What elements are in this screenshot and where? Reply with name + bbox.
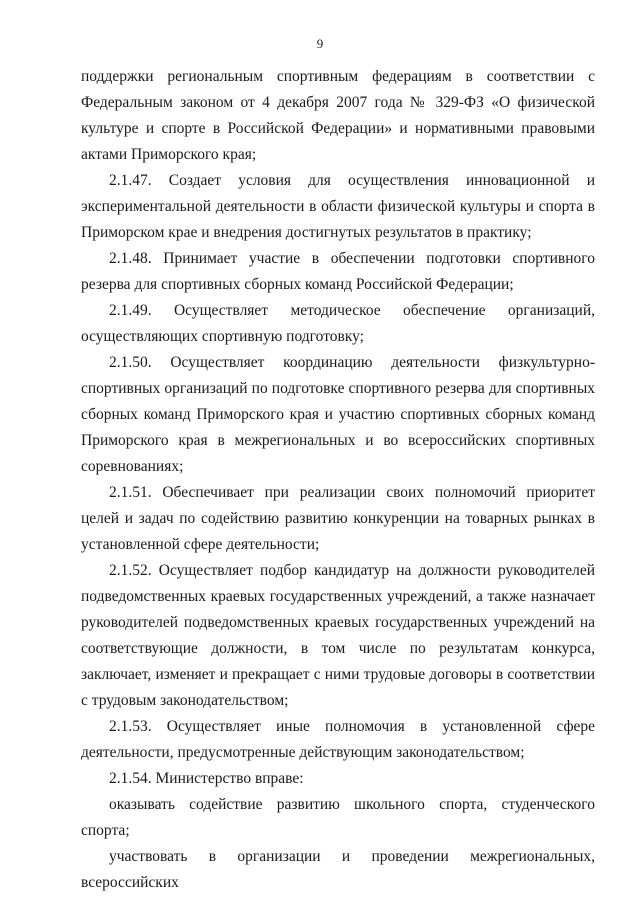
paragraph: 2.1.49. Осуществляет методическое обеспечение организаций, осуществляющих спортивную подготовку; xyxy=(81,302,595,345)
paragraph: 2.1.53. Осуществляет иные полномочия в установленной сфере деятельности, предусмотренные действующим законодательством; xyxy=(81,718,595,761)
paragraph: 2.1.52. Осуществляет подбор кандидатур на должности руководителей подведомственных краевых государственных учреждений, а также назначает руководителей подведомственных краевых государственных учреждений на соответствующие должности, в том числе по результатам конкурса, заключает, изменяет и прекращает с ними трудовые договоры в соответствии с трудовым законодательством; xyxy=(81,562,595,709)
paragraph: 2.1.51. Обеспечивает при реализации своих полномочий приоритет целей и задач по содействию развитию конкуренции на товарных рынках в установленной сфере деятельности; xyxy=(81,484,595,553)
paragraph: 2.1.50. Осуществляет координацию деятельности физкультурно-спортивных организаций по подготовке спортивного резерва для спортивных сборных команд Приморского края и участию спортивных сборных команд Приморского края в межрегиональных и во всероссийских спортивных соревнованиях; xyxy=(81,354,595,475)
paragraph: 2.1.54. Министерство вправе: xyxy=(109,770,304,787)
document-body xyxy=(81,64,595,896)
page-number: 9 xyxy=(316,36,324,51)
paragraph: 2.1.47. Создает условия для осуществления инновационной и экспериментальной деятельности в области физической культуры и спорта в Приморском крае и внедрения достигнутых результатов в практику; xyxy=(81,172,595,241)
paragraph: оказывать содействие развитию школьного спорта, студенческого спорта; xyxy=(81,796,595,839)
paragraph: 2.1.48. Принимает участие в обеспечении подготовки спортивного резерва для спортивных сборных команд Российской Федерации; xyxy=(81,250,595,293)
paragraph: участвовать в организации и проведении межрегиональных, всероссийских xyxy=(81,848,595,891)
paragraph: поддержки региональным спортивным федерациям в соответствии с Федеральным законом от 4 декабря 2007 года № 329-ФЗ «О физической культуре и спорте в Российской Федерации» и нормативными правовыми актами Приморского края; xyxy=(81,68,595,163)
